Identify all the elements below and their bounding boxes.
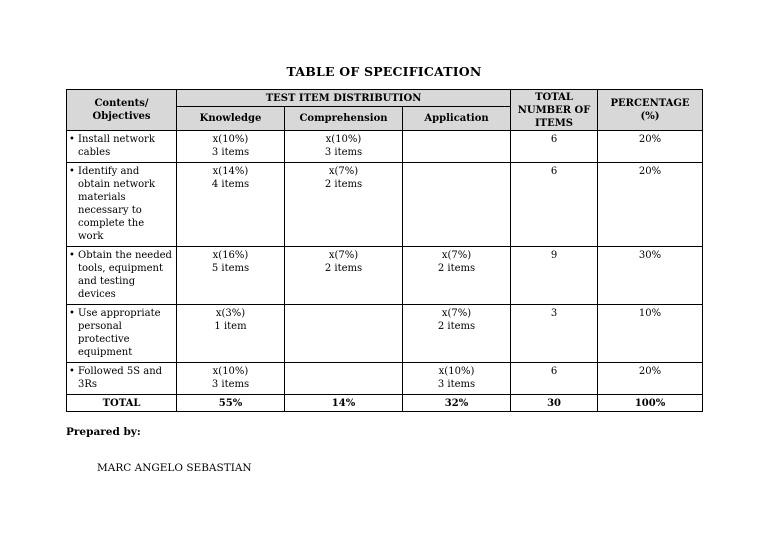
knowledge-cell: x(10%) 3 items xyxy=(177,363,285,395)
application-cell: x(7%) 2 items xyxy=(403,247,511,305)
application-cell: x(10%) 3 items xyxy=(403,363,511,395)
table-row xyxy=(67,163,703,247)
objective-text: Install network cables xyxy=(78,134,155,158)
header-application: Application xyxy=(403,107,511,131)
application-cell xyxy=(403,131,511,163)
document-title: TABLE OF SPECIFICATION xyxy=(286,64,482,79)
header-percentage: PERCENTAGE (%) xyxy=(598,90,703,131)
totals-row xyxy=(67,395,703,412)
table-row xyxy=(67,305,703,363)
table-row xyxy=(67,363,703,395)
totals-percentage: 100% xyxy=(598,395,703,412)
objective-cell: • Install network cables xyxy=(67,131,177,163)
totals-comprehension: 14% xyxy=(285,395,403,412)
totals-application: 32% xyxy=(403,395,511,412)
objective-text: Identify and obtain network materials necessary to complete the work xyxy=(78,166,156,242)
percentage-cell: 20% xyxy=(598,131,703,163)
total-cell: 9 xyxy=(511,247,598,305)
knowledge-cell: x(3%) 1 item xyxy=(177,305,285,363)
header-contents: Contents/ Objectives xyxy=(67,90,177,131)
knowledge-cell: x(10%) 3 items xyxy=(177,131,285,163)
objective-cell: • Obtain the needed tools, equipment and testing devices xyxy=(67,247,177,305)
percentage-cell: 20% xyxy=(598,163,703,247)
percentage-cell: 30% xyxy=(598,247,703,305)
header-knowledge: Knowledge xyxy=(177,107,285,131)
header-comprehension: Comprehension xyxy=(285,107,403,131)
application-cell: x(7%) 2 items xyxy=(403,305,511,363)
totals-label: TOTAL xyxy=(67,395,177,412)
comprehension-cell xyxy=(285,363,403,395)
knowledge-cell: x(16%) 5 items xyxy=(177,247,285,305)
specification-table xyxy=(66,89,703,412)
header-test-item-distribution: TEST ITEM DISTRIBUTION xyxy=(177,90,511,107)
objective-text: Followed 5S and 3Rs xyxy=(78,366,163,390)
percentage-cell: 20% xyxy=(598,363,703,395)
prepared-by-label: Prepared by: xyxy=(66,426,141,438)
preparer-name: MARC ANGELO SEBASTIAN xyxy=(97,462,252,474)
objective-text: Use appropriate personal protective equipment xyxy=(78,308,161,358)
table-row xyxy=(67,131,703,163)
objective-cell: • Use appropriate personal protective equipment xyxy=(67,305,177,363)
totals-knowledge: 55% xyxy=(177,395,285,412)
objective-text: Obtain the needed tools, equipment and testing devices xyxy=(78,250,172,300)
total-cell: 3 xyxy=(511,305,598,363)
comprehension-cell: x(7%) 2 items xyxy=(285,247,403,305)
comprehension-cell xyxy=(285,305,403,363)
application-cell xyxy=(403,163,511,247)
knowledge-cell: x(14%) 4 items xyxy=(177,163,285,247)
table-row xyxy=(67,247,703,305)
objective-cell: • Identify and obtain network materials necessary to complete the work xyxy=(67,163,177,247)
total-cell: 6 xyxy=(511,363,598,395)
comprehension-cell: x(10%) 3 items xyxy=(285,131,403,163)
totals-items: 30 xyxy=(511,395,598,412)
objective-cell: • Followed 5S and 3Rs xyxy=(67,363,177,395)
header-total-items: TOTAL NUMBER OF ITEMS xyxy=(511,90,598,131)
total-cell: 6 xyxy=(511,163,598,247)
comprehension-cell: x(7%) 2 items xyxy=(285,163,403,247)
total-cell: 6 xyxy=(511,131,598,163)
percentage-cell: 10% xyxy=(598,305,703,363)
